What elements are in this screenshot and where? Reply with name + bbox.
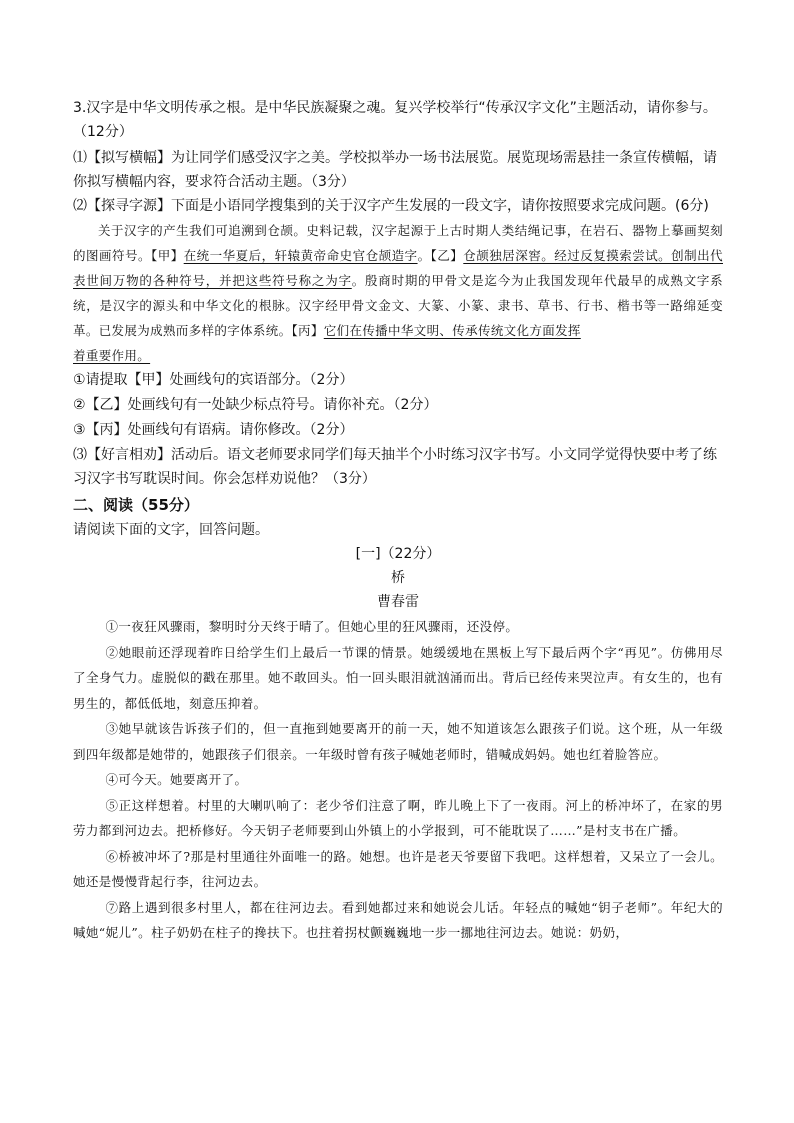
underlined-sentence-bing-end: 着重要作用。 xyxy=(73,348,151,363)
passage-text-1: 关于汉字的产生我们可追溯到仓颉。史料记载，汉字起源于上古时期人类结绳记事，在岩石、器物上摹画契刻的图画符号。【甲】 xyxy=(73,223,723,263)
story-paragraph: ⑦路上遇到很多村里人，都在往河边去。看到她都过来和她说会儿话。年轻点的喊她“钥子老师”。年纪大的喊她“妮儿”。柱子奶奶在柱子的搀扶下。也拄着拐杖颤巍巍地一步一挪地往河边去。她说：奶奶， xyxy=(73,899,723,940)
story-paragraph: ⑥桥被冲坏了?那是村里通往外面唯一的路。她想。也许是老天爷要留下我吧。这样想着，又呆立了一会儿。她还是慢慢背起行李，往河边去。 xyxy=(73,848,723,889)
item-2: ②【乙】处画线句有一处缺少标点符号。请你补充。（2分） xyxy=(73,397,438,413)
underlined-sentence-bing: 它们在传播中华文明、传承传统文化方面发挥 xyxy=(323,323,581,338)
story-paragraph: ①一夜狂风骤雨，黎明时分天终于晴了。但她心里的狂风骤雨，还没停。 xyxy=(105,619,519,634)
item-1: ①请提取【甲】处画线句的宾语部分。（2分） xyxy=(73,372,354,388)
story-paragraph: ③她早就该告诉孩子们的，但一直拖到她要离开的前一天，她不知道该怎么跟孩子们说。这个班，从一年级到四年级都是她带的，她跟孩子们很亲。一年级时曾有孩子喊她老师时，错喊成妈妈。她也红着脸答应。 xyxy=(73,721,723,762)
item-3: ③【丙】处画线句有语病。请你修改。（2分） xyxy=(73,422,354,438)
story-author: 曹春雷 xyxy=(377,594,419,610)
story-paragraph: ②她眼前还浮现着昨日给学生们上最后一节课的情景。她缓缓地在黑板上写下最后两个字“再见”。仿佛用尽了全身气力。虚脱似的戳在那里。她不敢回头。怕一回头眼泪就汹涌而出。背后已经传来哭泣声。有女生的，也有男生的，都低低地，刻意压抑着。 xyxy=(73,644,723,711)
passage-text-2: 。【乙】 xyxy=(417,248,464,263)
underlined-sentence-yi: 仓颉独居深窖。经过反复摸索尝试。创制出代表世间万物的各种符号，并把这些符号称之为字 xyxy=(73,248,723,288)
section-2-title: 二、阅读（55分） xyxy=(73,496,199,514)
passage-text-3: 。殷商时期的甲骨文是迄今为止我国发现年代最早的成熟文字系统，是汉字的源头和中华文化的根脉。汉字经甲骨文金文、大篆、小篆、隶书、草书、行书、楷书等一路绵延变革。已发展为成熟而多样的字体系统。【丙】 xyxy=(73,273,723,338)
question-3-heading: 3.汉字是中华文明传承之根。是中华民族凝聚之魂。复兴学校举行“传承汉字文化”主题活动，请你参与。（12分） xyxy=(73,100,717,140)
story-paragraph: ④可今天。她要离开了。 xyxy=(105,772,248,787)
hanzi-passage-continued xyxy=(73,343,723,368)
subquestion-1: ⑴【拟写横幅】为让同学们感受汉字之美。学校拟举办一场书法展览。展览现场需悬挂一条宣传横幅，请你拟写横幅内容，要求符合活动主题。（3分） xyxy=(73,150,717,190)
subquestion-3: ⑶【好言相劝】活动后。语文老师要求同学们每天抽半个小时练习汉字书写。小文同学觉得快要中考了练习汉字书写耽误时间。你会怎样劝说他？（3分） xyxy=(73,447,717,487)
reading-instruction: 请阅读下面的文字，回答问题。 xyxy=(73,522,269,538)
story-paragraph: ⑤正这样想着。村里的大喇叭响了：老少爷们注意了啊，昨儿晚上下了一夜雨。河上的桥冲坏了，在家的男劳力都到河边去。把桥修好。今天钥子老师要到山外镇上的小学报到，可不能耽误了……”是村支书在广播。 xyxy=(73,797,723,838)
part-label: [一]（22分） xyxy=(355,546,441,562)
subquestion-2: ⑵【探寻字源】下面是小语同学搜集到的关于汉字产生发展的一段文字，请你按照要求完成问题。(6分) xyxy=(73,198,709,214)
story-title: 桥 xyxy=(391,570,405,586)
hanzi-passage xyxy=(73,218,723,343)
underlined-sentence-jia: 在统一华夏后，轩辕黄帝命史官仓颉造字 xyxy=(183,248,418,263)
page-content xyxy=(73,96,723,946)
